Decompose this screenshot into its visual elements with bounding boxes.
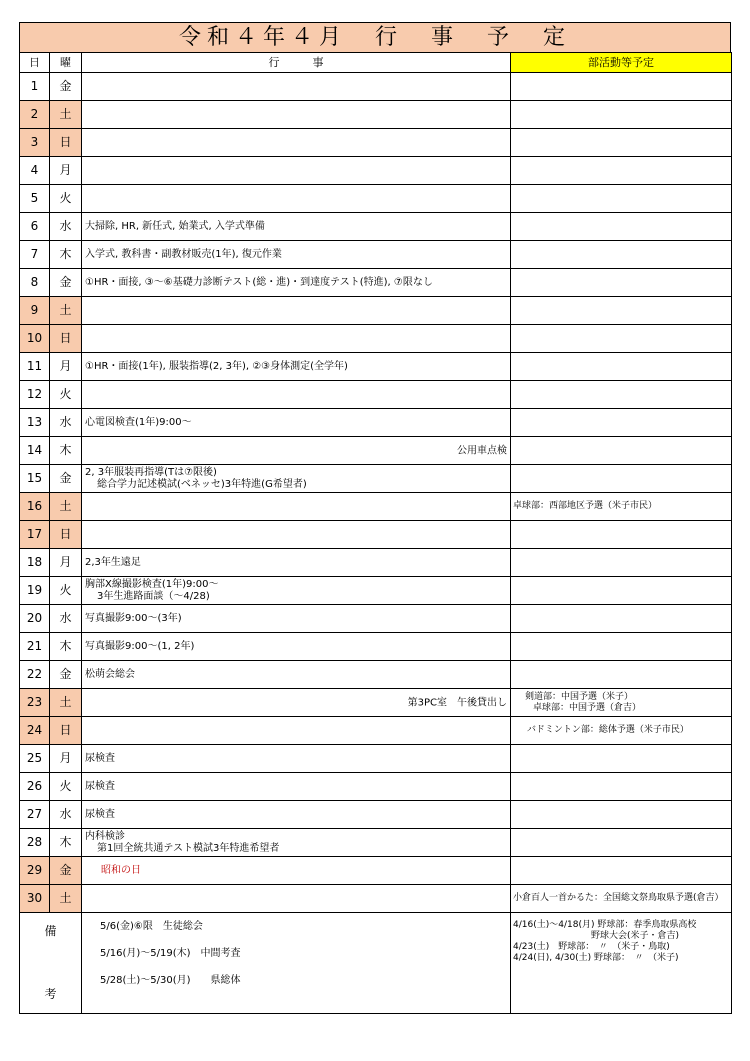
event-line: 2, 3年服装再指導(Tは⑦限後) <box>85 466 217 478</box>
day-row <box>20 437 732 465</box>
club-cell <box>511 577 732 605</box>
event-line: ①HR・面接, ③～⑥基礎力診断テスト(総・進)・到達度テスト(特進), ⑦限なし <box>85 277 433 288</box>
day-row <box>20 157 732 185</box>
event-cell <box>82 633 511 661</box>
day-row <box>20 829 732 857</box>
day-row <box>20 885 732 913</box>
event-cell <box>82 185 511 213</box>
weekday: 火 <box>50 381 82 409</box>
event-cell <box>82 577 511 605</box>
day-row <box>20 773 732 801</box>
event-cell <box>82 661 511 689</box>
day-number: 19 <box>20 577 50 605</box>
club-cell <box>511 717 732 745</box>
day-number: 26 <box>20 773 50 801</box>
day-row <box>20 493 732 521</box>
day-row <box>20 101 732 129</box>
day-number: 14 <box>20 437 50 465</box>
weekday: 火 <box>50 577 82 605</box>
weekday: 水 <box>50 409 82 437</box>
event-cell <box>82 773 511 801</box>
club-cell <box>511 745 732 773</box>
day-number: 5 <box>20 185 50 213</box>
weekday: 水 <box>50 801 82 829</box>
day-row <box>20 689 732 717</box>
day-row <box>20 717 732 745</box>
event-line: 写真撮影9:00～(1, 2年) <box>85 641 195 652</box>
day-number: 17 <box>20 521 50 549</box>
club-cell <box>511 129 732 157</box>
event-line: 内科検診 <box>85 830 125 842</box>
club-cell <box>511 605 732 633</box>
club-cell <box>511 773 732 801</box>
event-note-right: 第3PC室 午後貸出し <box>407 697 507 708</box>
weekday: 土 <box>50 885 82 913</box>
weekday: 土 <box>50 297 82 325</box>
club-cell <box>511 185 732 213</box>
event-cell <box>82 857 511 885</box>
event-line: 第1回全統共通テスト模試3年特進希望者 <box>97 842 280 854</box>
event-line: 心電図検査(1年)9:00～ <box>85 417 192 428</box>
club-cell <box>511 521 732 549</box>
event-line: 入学式, 教科書・副教材販売(1年), 復元作業 <box>85 249 282 260</box>
club-cell <box>511 409 732 437</box>
event-line: 写真撮影9:00～(3年) <box>85 613 182 624</box>
weekday: 月 <box>50 549 82 577</box>
day-number: 2 <box>20 101 50 129</box>
day-row <box>20 409 732 437</box>
weekday: 火 <box>50 185 82 213</box>
day-row <box>20 857 732 885</box>
header-weekday: 曜 <box>50 53 82 73</box>
day-number: 16 <box>20 493 50 521</box>
weekday: 金 <box>50 73 82 101</box>
club-cell <box>511 885 732 913</box>
event-cell <box>82 745 511 773</box>
event-cell <box>82 129 511 157</box>
day-number: 28 <box>20 829 50 857</box>
day-number: 25 <box>20 745 50 773</box>
day-row <box>20 661 732 689</box>
day-number: 12 <box>20 381 50 409</box>
event-line: 大掃除, HR, 新任式, 始業式, 入学式準備 <box>85 221 265 232</box>
club-cell <box>511 465 732 493</box>
club-cell <box>511 325 732 353</box>
day-number: 11 <box>20 353 50 381</box>
event-line: 胸部X線撮影検査(1年)9:00～ <box>85 578 219 590</box>
remarks-line: 5/16(月)～5/19(木) 中間考査 <box>100 948 241 959</box>
event-cell <box>82 465 511 493</box>
remarks-label <box>20 913 82 1014</box>
weekday: 金 <box>50 269 82 297</box>
event-cell <box>82 353 511 381</box>
day-number: 6 <box>20 213 50 241</box>
day-number: 4 <box>20 157 50 185</box>
club-cell <box>511 437 732 465</box>
day-row <box>20 521 732 549</box>
day-row <box>20 381 732 409</box>
weekday: 土 <box>50 101 82 129</box>
day-number: 1 <box>20 73 50 101</box>
day-row <box>20 353 732 381</box>
weekday: 金 <box>50 857 82 885</box>
day-number: 21 <box>20 633 50 661</box>
schedule-sheet <box>19 22 731 1014</box>
club-cell <box>511 157 732 185</box>
weekday: 木 <box>50 241 82 269</box>
day-number: 30 <box>20 885 50 913</box>
club-cell <box>511 297 732 325</box>
event-cell <box>82 829 511 857</box>
event-cell <box>82 269 511 297</box>
weekday: 月 <box>50 353 82 381</box>
day-number: 10 <box>20 325 50 353</box>
day-number: 27 <box>20 801 50 829</box>
event-cell <box>82 549 511 577</box>
club-cell <box>511 661 732 689</box>
day-row <box>20 241 732 269</box>
day-row <box>20 745 732 773</box>
day-row <box>20 633 732 661</box>
remarks-label-bottom: 考 <box>44 987 57 1001</box>
day-row <box>20 577 732 605</box>
day-row <box>20 129 732 157</box>
header-club: 部活動等予定 <box>511 53 732 73</box>
event-cell <box>82 157 511 185</box>
schedule-table <box>19 52 732 913</box>
club-cell <box>511 381 732 409</box>
event-cell <box>82 885 511 913</box>
day-number: 29 <box>20 857 50 885</box>
day-number: 9 <box>20 297 50 325</box>
event-cell <box>82 605 511 633</box>
club-cell <box>511 829 732 857</box>
header-events: 行 事 <box>82 53 511 73</box>
day-row <box>20 549 732 577</box>
event-cell <box>82 213 511 241</box>
remarks-middle <box>82 913 511 1014</box>
event-line: 尿検査 <box>85 781 115 792</box>
event-cell <box>82 437 511 465</box>
event-cell <box>82 297 511 325</box>
event-cell <box>82 381 511 409</box>
club-cell <box>511 101 732 129</box>
day-row <box>20 465 732 493</box>
event-line: 尿検査 <box>85 809 115 820</box>
club-cell <box>511 269 732 297</box>
day-number: 3 <box>20 129 50 157</box>
event-cell <box>82 717 511 745</box>
weekday: 金 <box>50 465 82 493</box>
event-cell <box>82 101 511 129</box>
event-line: 松萌会総会 <box>85 669 135 680</box>
remarks-line: 5/6(金)⑥限 生徒総会 <box>100 921 203 932</box>
remarks-table <box>19 913 732 1014</box>
event-line: 尿検査 <box>85 753 115 764</box>
event-cell <box>82 325 511 353</box>
event-cell <box>82 73 511 101</box>
club-line: 卓球部：中国予選（倉吉） <box>533 702 642 713</box>
remarks-right <box>511 913 732 1014</box>
day-number: 20 <box>20 605 50 633</box>
day-number: 23 <box>20 689 50 717</box>
remarks-club-line: 4/16(土)～4/18(月) 野球部：春季鳥取県高校 <box>513 920 697 930</box>
club-line: 卓球部：西部地区予選（米子市民） <box>513 501 658 511</box>
club-line: バドミントン部：総体予選（米子市民） <box>527 725 689 735</box>
event-cell <box>82 241 511 269</box>
weekday: 日 <box>50 325 82 353</box>
event-line: 総合学力記述模試(ベネッセ)3年特進(G希望者) <box>97 478 307 490</box>
day-number: 7 <box>20 241 50 269</box>
page-title: 令和４年４月 行 事 予 定 <box>19 22 731 52</box>
header-row <box>20 53 732 73</box>
weekday: 木 <box>50 633 82 661</box>
holiday-label: 昭和の日 <box>101 865 141 876</box>
event-cell <box>82 521 511 549</box>
club-cell <box>511 801 732 829</box>
event-line: 2,3年生遠足 <box>85 557 141 568</box>
header-day: 日 <box>20 53 50 73</box>
club-cell <box>511 241 732 269</box>
day-row <box>20 213 732 241</box>
weekday: 木 <box>50 829 82 857</box>
day-number: 18 <box>20 549 50 577</box>
event-cell <box>82 409 511 437</box>
remarks-line: 5/28(土)～5/30(月) 県総体 <box>100 975 241 986</box>
event-cell <box>82 801 511 829</box>
day-row <box>20 269 732 297</box>
weekday: 土 <box>50 689 82 717</box>
day-row <box>20 73 732 101</box>
remarks-label-top: 備 <box>44 924 57 938</box>
day-row <box>20 325 732 353</box>
club-cell <box>511 857 732 885</box>
remarks-club-line: 4/23(土) 野球部： 〃 （米子・鳥取) <box>513 942 670 952</box>
day-number: 24 <box>20 717 50 745</box>
day-row <box>20 801 732 829</box>
club-cell <box>511 213 732 241</box>
club-cell <box>511 353 732 381</box>
day-number: 22 <box>20 661 50 689</box>
day-number: 8 <box>20 269 50 297</box>
event-line: 3年生進路面談（～4/28) <box>97 590 210 602</box>
event-line: ①HR・面接(1年), 服装指導(2, 3年), ②③身体測定(全学年) <box>85 361 348 372</box>
weekday: 木 <box>50 437 82 465</box>
day-row <box>20 297 732 325</box>
event-cell <box>82 689 511 717</box>
day-row <box>20 605 732 633</box>
day-number: 15 <box>20 465 50 493</box>
event-cell <box>82 493 511 521</box>
weekday: 火 <box>50 773 82 801</box>
event-note-right: 公用車点検 <box>457 445 507 456</box>
club-cell <box>511 549 732 577</box>
weekday: 土 <box>50 493 82 521</box>
weekday: 水 <box>50 605 82 633</box>
remarks-club-line: 4/24(日), 4/30(土) 野球部： 〃 （米子) <box>513 953 679 963</box>
weekday: 金 <box>50 661 82 689</box>
day-number: 13 <box>20 409 50 437</box>
day-row <box>20 185 732 213</box>
weekday: 日 <box>50 129 82 157</box>
club-cell <box>511 633 732 661</box>
weekday: 月 <box>50 157 82 185</box>
weekday: 水 <box>50 213 82 241</box>
remarks-club-line: 野球大会(米子・倉吉) <box>591 931 680 941</box>
club-cell <box>511 73 732 101</box>
club-cell <box>511 493 732 521</box>
club-line: 剣道部：中国予選（米子） <box>525 691 634 702</box>
club-line: 小倉百人一首かるた：全国総文祭鳥取県予選(倉吉） <box>513 893 724 903</box>
weekday: 月 <box>50 745 82 773</box>
weekday: 日 <box>50 521 82 549</box>
club-cell <box>511 689 732 717</box>
weekday: 日 <box>50 717 82 745</box>
